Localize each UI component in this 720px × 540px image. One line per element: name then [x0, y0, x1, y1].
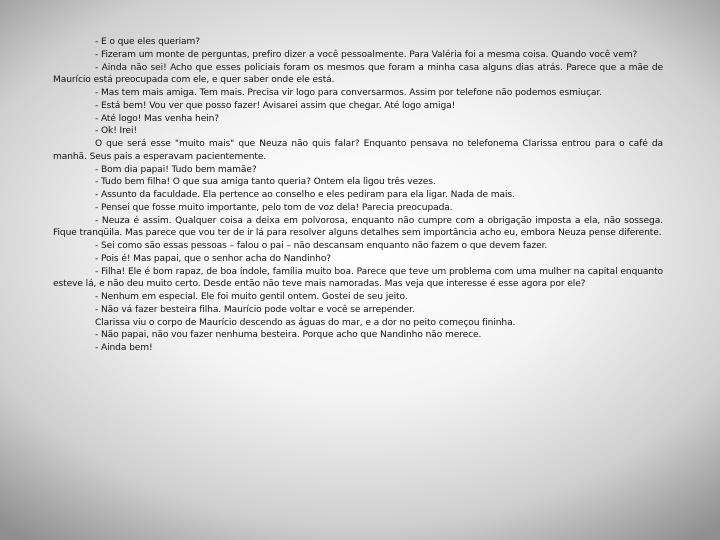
paragraph: - Assunto da faculdade. Ela pertence ao conselho e eles pediram para ela ligar. Nada de mais. [95, 190, 515, 200]
paragraph: - Neuza é assim. Qualquer coisa a deixa em polvorosa, enquanto não cumpre com a obrigação imposta a ela, não sossega. Fique tranqüila. Mas parece que vou ter de ir lá para resolver alguns detalhes sem importância acho eu, embora Neuza pense diferente. [53, 215, 663, 239]
paragraph: - Mas tem mais amiga. Tem mais. Precisa vir logo para conversarmos. Assim por telefone não podemos esmiuçar. [95, 88, 602, 98]
paragraph: - Nenhum em especial. Ele foi muito gentil ontem. Gostei de seu jeito. [95, 292, 408, 302]
paragraph: - Tudo bem filha! O que sua amiga tanto queria? Ontem ela ligou três vezes. [95, 177, 436, 188]
paragraph: - Sei como são essas pessoas – falou o pai – não descansam enquanto não fazem o que devem fazer. [95, 241, 548, 251]
paragraph: - Está bem! Vou ver que posso fazer! Avisarei assim que chegar. Até logo amiga! [95, 100, 456, 111]
paragraph: - Filha! Ele é bom rapaz, de boa índole, família muito boa. Parece que teve um problema com uma mulher na capital enquanto esteve lá, e não deu muito certo. Desde então não teve mais namoradas. Mas veja que interesse é esse agora por ele? [53, 266, 663, 290]
paragraph: - Fizeram um monte de perguntas, prefiro dizer a você pessoalmente. Para Valéria foi a mesma coisa. Quando você vem? [95, 49, 638, 60]
paragraph: - Não papai, não vou fazer nenhuma besteira. Porque acho que Nandinho não merece. [95, 330, 482, 341]
paragraph: O que será esse "muito mais" que Neuza não quis falar? Enquanto pensava no telefonema Clarissa entrou para o café da manhã. Seus pais a esperavam pacientemente. [53, 139, 663, 162]
paragraph: - Pensei que fosse muito importante, pelo tom de voz dela! Parecia preocupada. [95, 202, 453, 213]
paragraph: - Ok! Irei! [95, 126, 138, 137]
paragraph: - Não vá fazer besteira filha. Maurício pode voltar e você se arrepender. [95, 304, 415, 315]
paragraph: - E o que eles queriam? [95, 37, 200, 47]
paragraph: - Ainda bem! [95, 343, 153, 353]
document-page [53, 36, 663, 355]
paragraph: - Até logo! Mas venha hein? [95, 113, 220, 124]
paragraph: - Bom dia papai! Tudo bem mamãe? [95, 164, 257, 175]
paragraph: - Pois é! Mas papai, que o senhor acha do Nandinho? [95, 253, 332, 264]
paragraph: - Ainda não sei! Acho que esses policiais foram os mesmos que foram a minha casa alguns dias atrás. Parece que a mãe de Maurício está preocupada com ele, e quer saber onde ele está. [53, 62, 663, 86]
paragraph: Clarissa viu o corpo de Maurício descendo as águas do mar, e a dor no peito começou fininha. [95, 317, 516, 328]
